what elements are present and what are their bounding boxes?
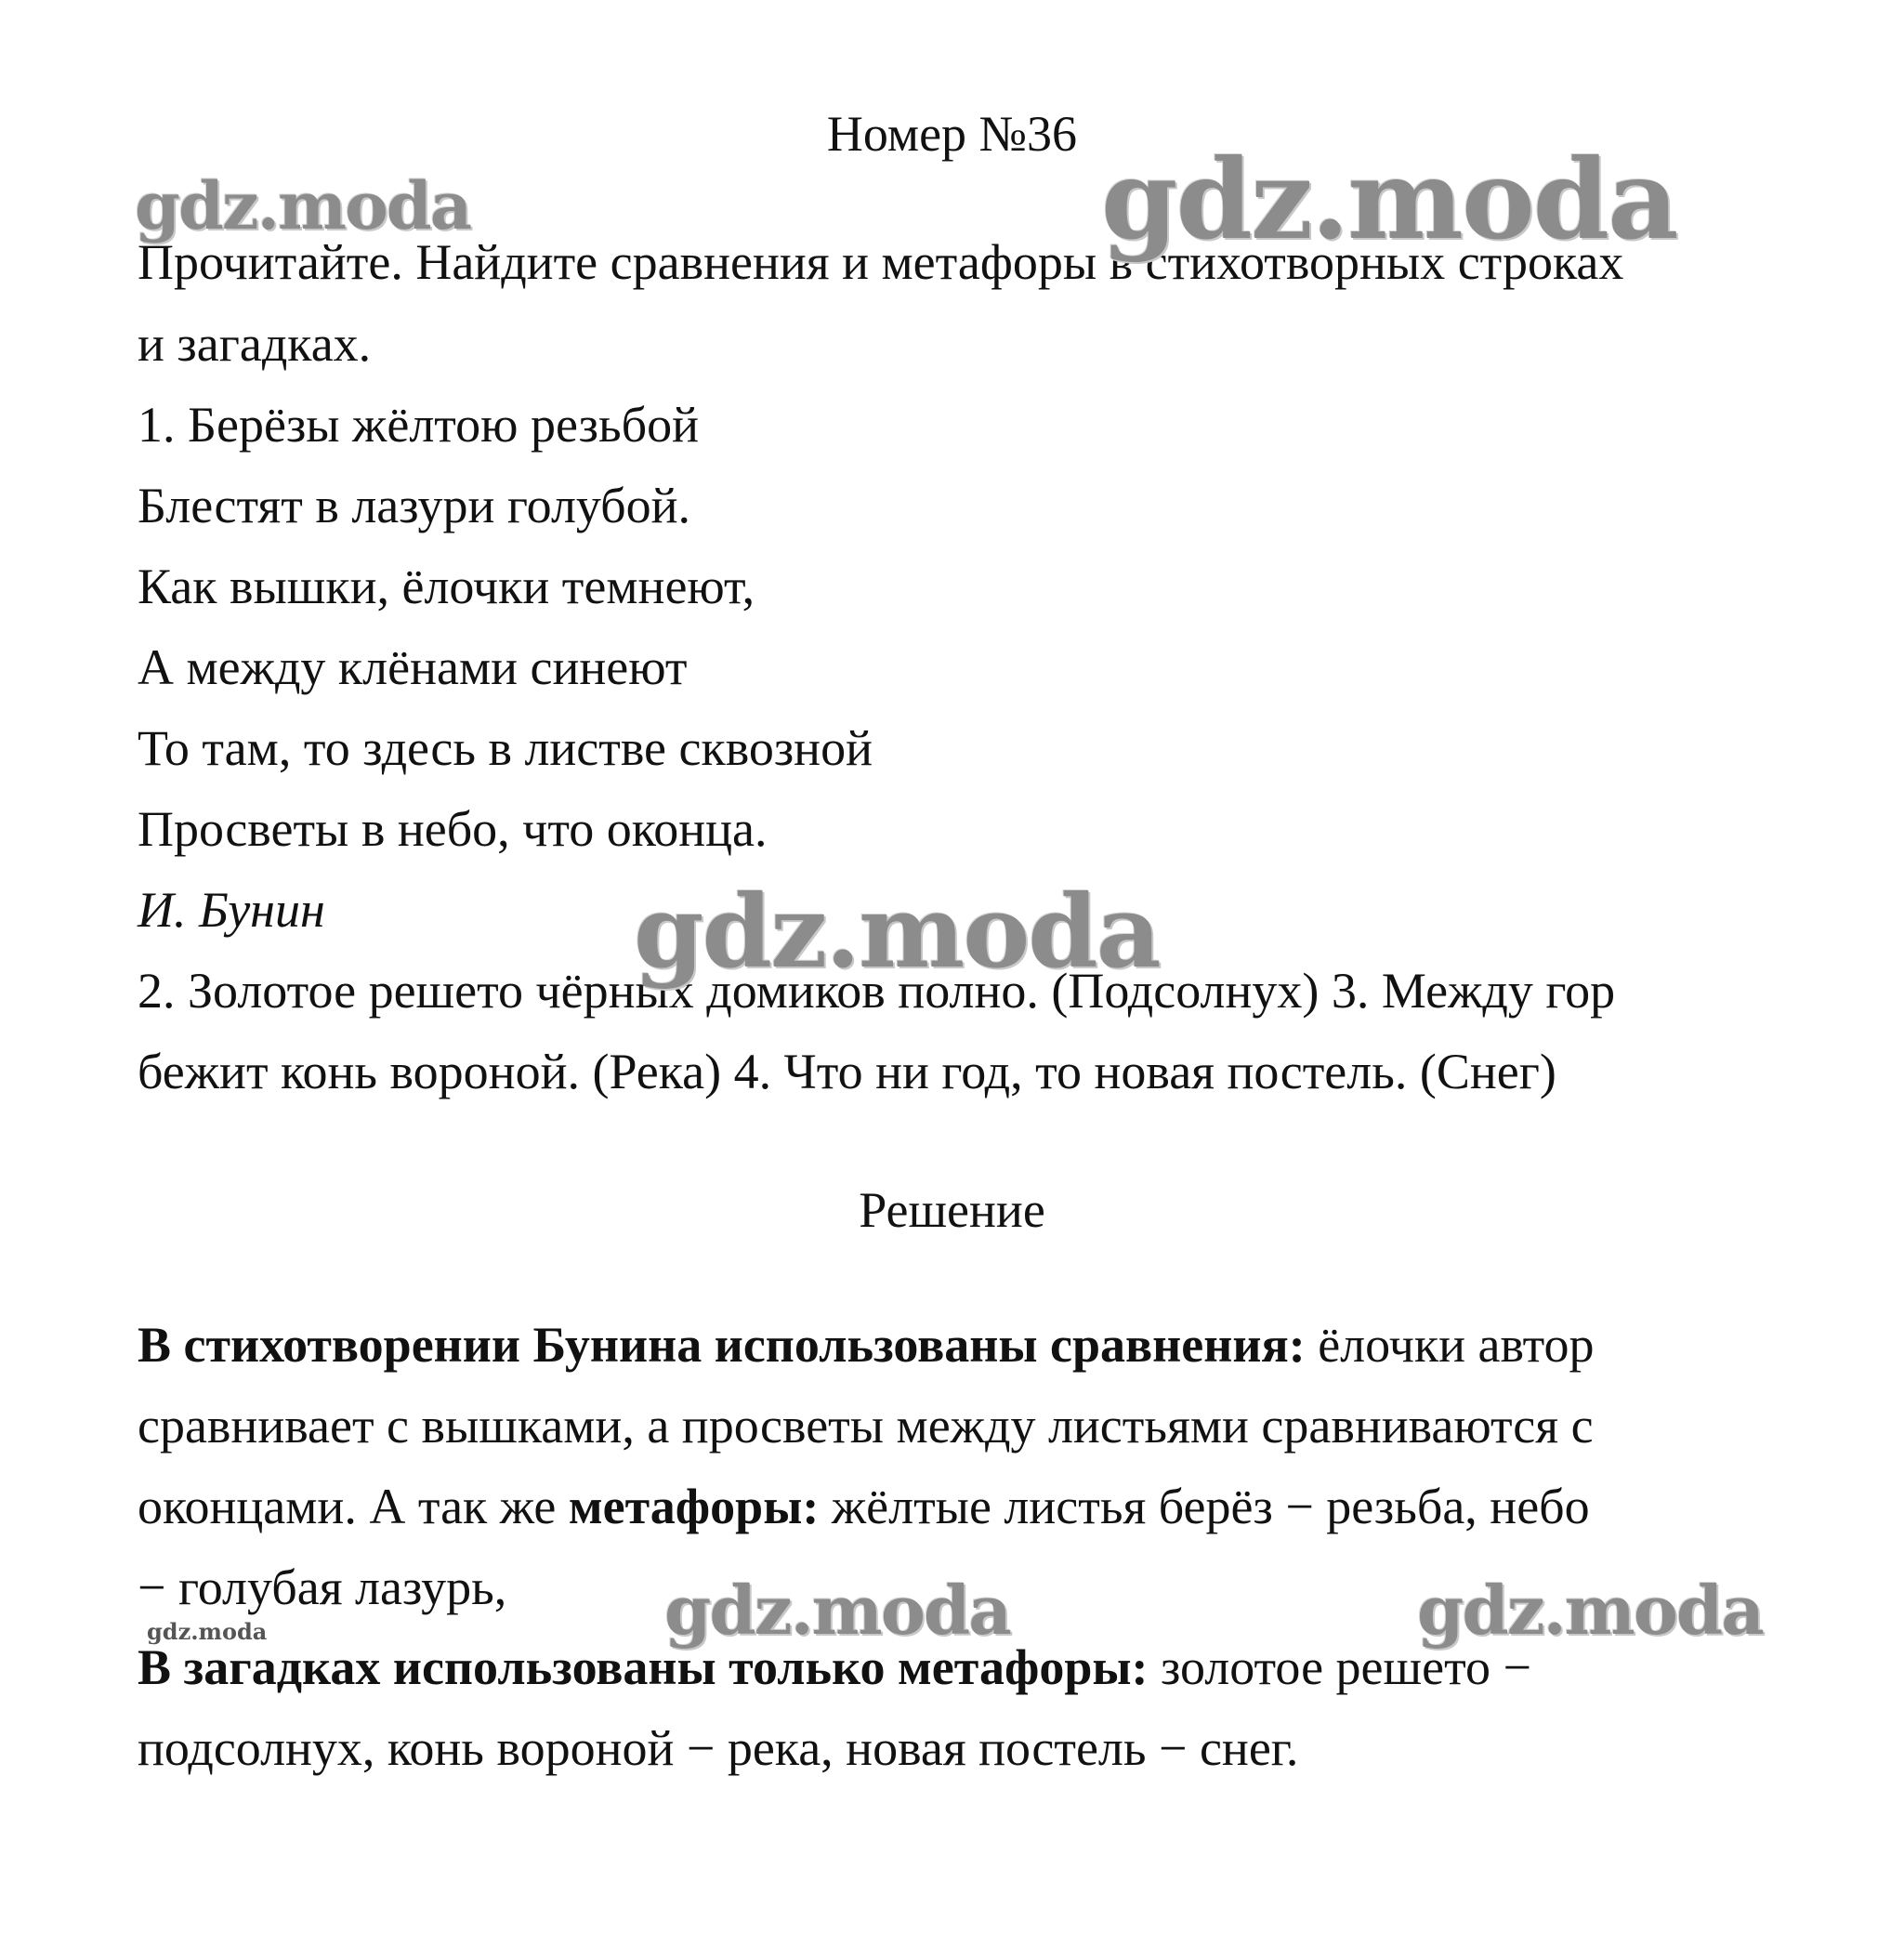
solution-p2-line-1-rest: золотое решето − bbox=[1148, 1639, 1531, 1695]
page-title: Номер №36 bbox=[826, 106, 1078, 162]
poem-author: И. Бунин bbox=[138, 882, 325, 938]
solution-p2-bold: В загадках использованы только метафоры: bbox=[138, 1639, 1149, 1695]
poem-line-6: Просветы в небо, что оконца. bbox=[138, 801, 768, 857]
task-line-2: и загадках. bbox=[138, 316, 372, 372]
poem-line-5: То там, то здесь в листве сквозной bbox=[138, 720, 873, 776]
watermark-logo: gdz.moda bbox=[135, 167, 471, 244]
watermark-logo: gdz.moda bbox=[664, 1571, 1010, 1650]
solution-p2-line-2: подсолнух, конь вороной − река, новая постель − снег. bbox=[138, 1720, 1299, 1776]
poem-line-4: А между клёнами синеют bbox=[138, 639, 688, 695]
solution-p1-line-4: − голубая лазурь, bbox=[138, 1559, 507, 1615]
solution-heading: Решение bbox=[859, 1182, 1045, 1238]
solution-p1-line-1-rest: ёлочки автор bbox=[1305, 1317, 1595, 1373]
solution-p1-line-3-start: оконцами. А так же bbox=[138, 1479, 569, 1534]
poem-line-2: Блестят в лазури голубой. bbox=[138, 478, 691, 533]
task-line-1: Прочитайте. Найдите сравнения и метафоры в стихотворных строках bbox=[138, 234, 1624, 290]
solution-p1-bold: В стихотворении Бунина использованы сравнения: bbox=[138, 1317, 1306, 1373]
watermark-small: gdz.moda bbox=[147, 1618, 268, 1645]
poem-line-1: 1. Берёзы жёлтою резьбой bbox=[138, 397, 699, 453]
solution-p1-line-1 bbox=[138, 1315, 1595, 1375]
riddles-line-2: бежит конь вороной. (Река) 4. Что ни год, то новая постель. (Снег) bbox=[138, 1044, 1556, 1099]
solution-p1-line-3-rest: жёлтые листья берёз − резьба, небо bbox=[819, 1479, 1590, 1534]
poem-line-3: Как вышки, ёлочки темнеют, bbox=[138, 559, 755, 614]
watermark-logo: gdz.moda bbox=[1101, 135, 1677, 264]
solution-metaphors-bold: метафоры: bbox=[568, 1479, 820, 1534]
solution-p1-line-2: сравнивает с вышками, а просветы между листьями сравниваются с bbox=[138, 1398, 1594, 1454]
watermark-logo: gdz.moda bbox=[1417, 1571, 1763, 1650]
solution-p1-line-3 bbox=[138, 1477, 1590, 1536]
riddles-line-1: 2. Золотое решето чёрных домиков полно. (Подсолнух) 3. Между гор bbox=[138, 963, 1616, 1019]
watermark-logo: gdz.moda bbox=[634, 874, 1160, 991]
